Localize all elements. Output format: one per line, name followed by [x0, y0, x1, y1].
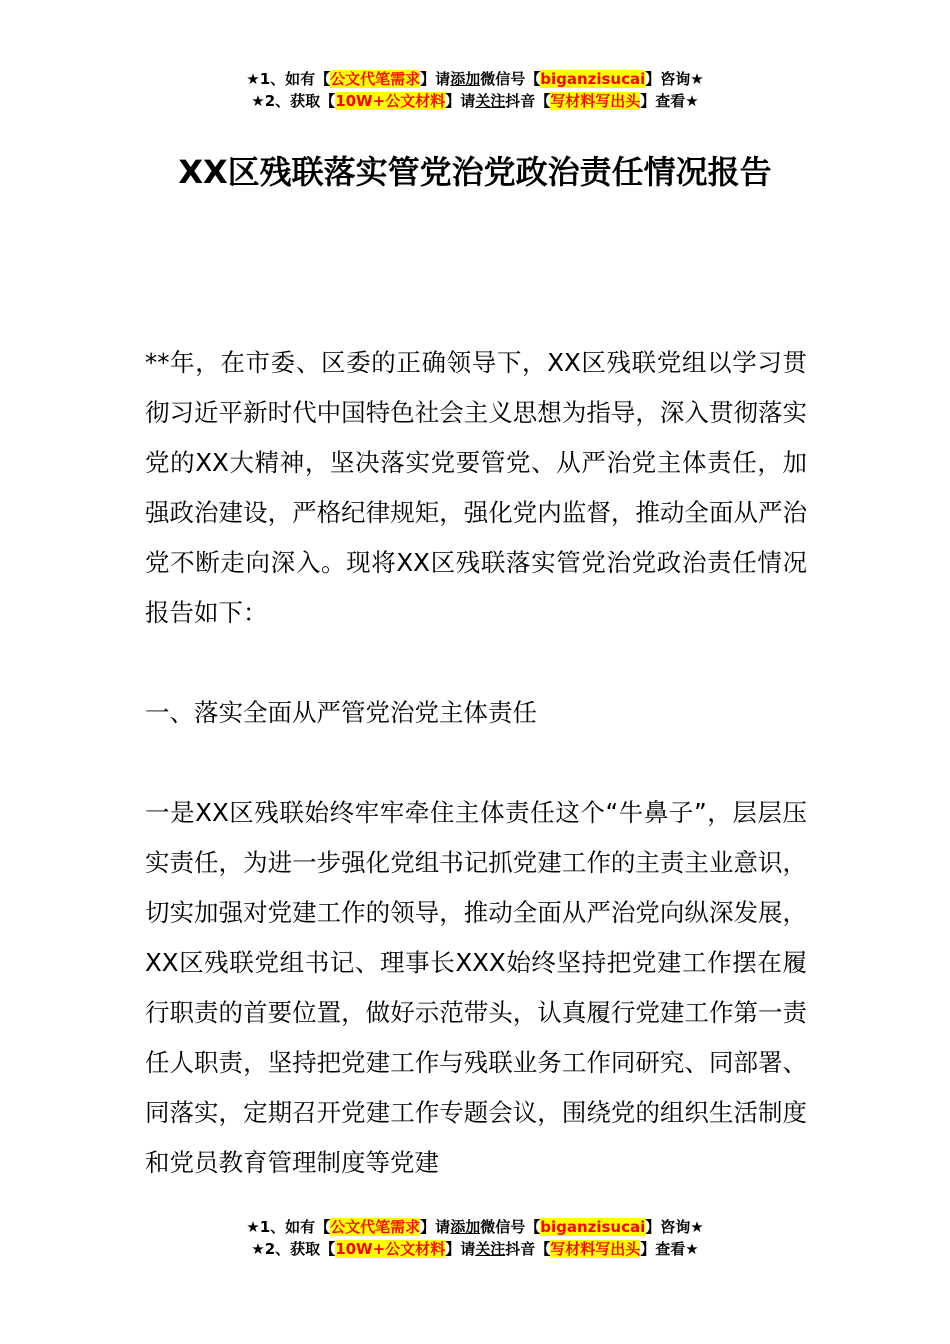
- body-paragraph: **年，在市委、区委的正确领导下，XX区残联党组以学习贯彻习近平新时代中国特色社会主义思想为指导，深入贯彻落实党的XX大精神，坚决落实党要管党、从严治党主体责任，加强政治建设，严格纪律规矩，强化党内监督，推动全面从严治党不断走向深入。现将XX区残联落实管党治党政治责任情况报告如下：: [145, 348, 807, 627]
- highlight-text: 10W+公文材料: [335, 92, 446, 110]
- underlined-text: 添加: [450, 70, 481, 88]
- highlight-text: 写材料写出头: [550, 92, 641, 110]
- promo-text: 微信号【: [480, 70, 541, 88]
- promo-text: ★1、如有【: [246, 70, 331, 88]
- highlight-text: 10W+公文材料: [335, 1240, 446, 1258]
- promo-text: 抖音【: [505, 1240, 551, 1258]
- promo-text: 微信号【: [480, 1218, 541, 1236]
- promo-line-2: [0, 1238, 950, 1260]
- promo-text: 】查看★: [640, 1240, 699, 1258]
- underlined-text: 添加: [450, 1218, 481, 1236]
- paragraph-spacer: [145, 738, 807, 788]
- promo-text: 】请: [420, 70, 451, 88]
- promo-text: 】请: [445, 92, 476, 110]
- promo-text: 抖音【: [505, 92, 551, 110]
- promo-line-2: [0, 90, 950, 112]
- promo-line-1: [0, 68, 950, 90]
- paragraph-spacer: [145, 638, 807, 688]
- promo-banner-top: [0, 68, 950, 112]
- highlight-text: biganzisucai: [540, 1218, 646, 1236]
- promo-text: 】咨询★: [645, 70, 704, 88]
- promo-line-1: [0, 1216, 950, 1238]
- highlight-text: 写材料写出头: [550, 1240, 641, 1258]
- document-title: XX区残联落实管党治党政治责任情况报告: [178, 153, 772, 191]
- underlined-text: 关注: [475, 92, 506, 110]
- underlined-text: 关注: [475, 1240, 506, 1258]
- promo-text: 】咨询★: [645, 1218, 704, 1236]
- highlight-text: 公文代笔需求: [330, 1218, 421, 1236]
- document-body: [145, 338, 807, 1188]
- highlight-text: biganzisucai: [540, 70, 646, 88]
- promo-text: 】请: [445, 1240, 476, 1258]
- body-paragraph: 一是XX区残联始终牢牢牵住主体责任这个“牛鼻子”，层层压实责任，为进一步强化党组书记抓党建工作的主责主业意识，切实加强对党建工作的领导，推动全面从严治党向纵深发展，XX区残联党组书记、理事长XXX始终坚持把党建工作摆在履行职责的首要位置，做好示范带头，认真履行党建工作第一责任人职责，坚持把党建工作与残联业务工作同研究、同部署、同落实，定期召开党建工作专题会议，围绕党的组织生活制度和党员教育管理制度等党建: [145, 798, 807, 1177]
- promo-text: 】查看★: [640, 92, 699, 110]
- promo-text: ★2、获取【: [251, 1240, 336, 1258]
- promo-text: ★2、获取【: [251, 92, 336, 110]
- promo-banner-bottom: [0, 1216, 950, 1260]
- section-heading: 一、落实全面从严管党治党主体责任: [145, 698, 537, 727]
- highlight-text: 公文代笔需求: [330, 70, 421, 88]
- promo-text: ★1、如有【: [246, 1218, 331, 1236]
- promo-text: 】请: [420, 1218, 451, 1236]
